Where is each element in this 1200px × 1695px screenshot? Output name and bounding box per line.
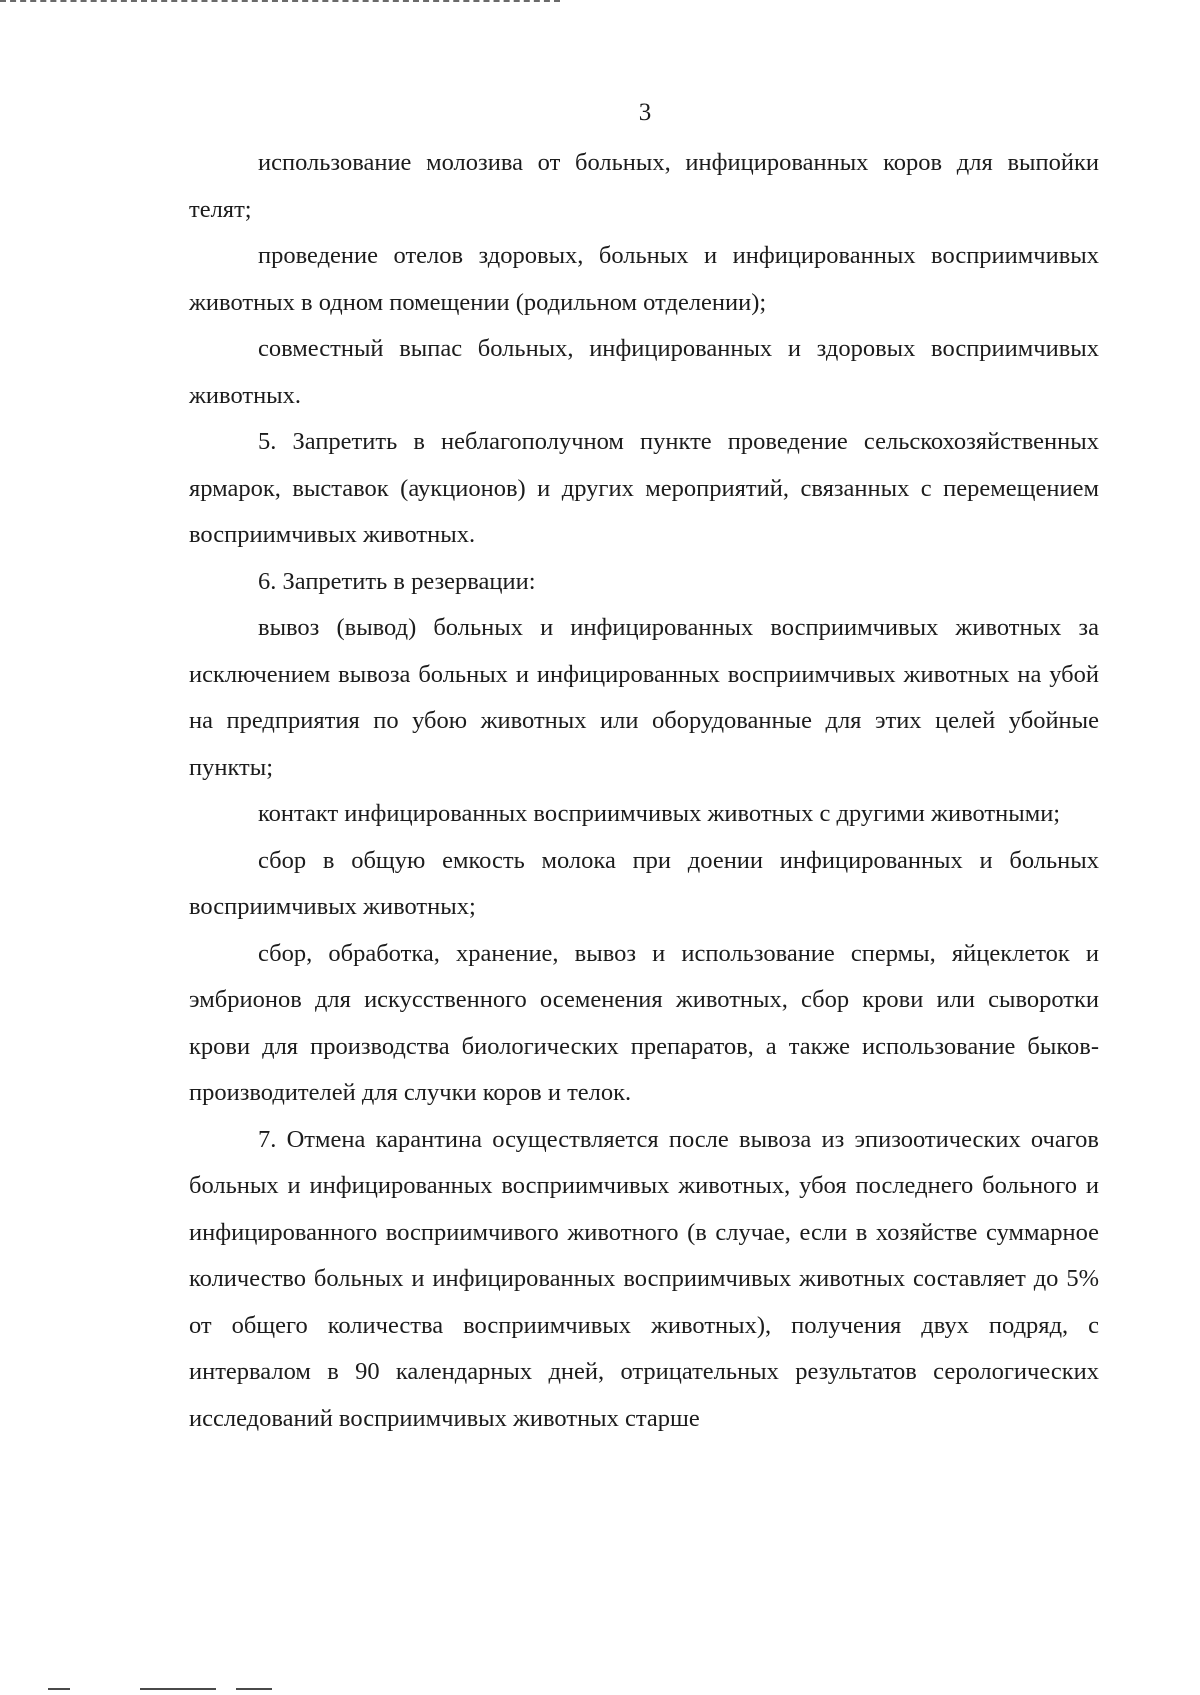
document-body bbox=[189, 140, 1099, 1442]
paragraph-calving: проведение отелов здоровых, больных и инфицированных восприимчивых животных в одном помещении (родильном отделении); bbox=[189, 242, 1099, 316]
scan-edge-mark-bottom-2 bbox=[140, 1688, 216, 1690]
paragraph-export: вывоз (вывод) больных и инфицированных восприимчивых животных за исключением вывоза больных и инфицированных восприимчивых животных на убой на предприятия по убою животных или оборудованные для этих целей убойные пункты; bbox=[189, 614, 1099, 781]
paragraph-contact: контакт инфицированных восприимчивых животных с другими животными; bbox=[258, 800, 1061, 827]
paragraph-item-6: 6. Запретить в резервации: bbox=[258, 567, 536, 595]
scan-edge-mark-bottom-3 bbox=[236, 1688, 272, 1690]
paragraph-colostrum: использование молозива от больных, инфицированных коров для выпойки телят; bbox=[189, 149, 1099, 223]
page-number: 3 bbox=[638, 99, 652, 126]
scan-edge-mark-top bbox=[0, 0, 560, 5]
paragraph-milk: сбор в общую емкость молока при доении инфицированных и больных восприимчивых животных; bbox=[189, 846, 1099, 920]
paragraph-item-7: 7. Отмена карантина осуществляется после вывоза из эпизоотических очагов больных и инфицированных восприимчивых животных, убоя последнего больного и инфицированного восприимчивого животного (в случае, если в хозяйстве суммарное количество больных и инфицированных восприимчивых животных составляет до 5% от общего количества восприимчивых животных), получения двух подряд, с интервалом в 90 календарных дней, отрицательных результатов серологических исследований восприимчивых животных старше bbox=[189, 1125, 1099, 1432]
paragraph-item-5: 5. Запретить в неблагополучном пункте проведение сельскохозяйственных ярмарок, выставок (аукционов) и других мероприятий, связанных с перемещением восприимчивых животных. bbox=[189, 428, 1099, 548]
paragraph-sperm: сбор, обработка, хранение, вывоз и использование спермы, яйцеклеток и эмбрионов для искусственного осеменения животных, сбор крови или сыворотки крови для производства биологических препаратов, а также использование быков-производителей для случки коров и телок. bbox=[189, 939, 1099, 1106]
paragraph-grazing: совместный выпас больных, инфицированных и здоровых восприимчивых животных. bbox=[189, 335, 1099, 409]
scan-edge-mark-bottom-1 bbox=[48, 1688, 70, 1690]
